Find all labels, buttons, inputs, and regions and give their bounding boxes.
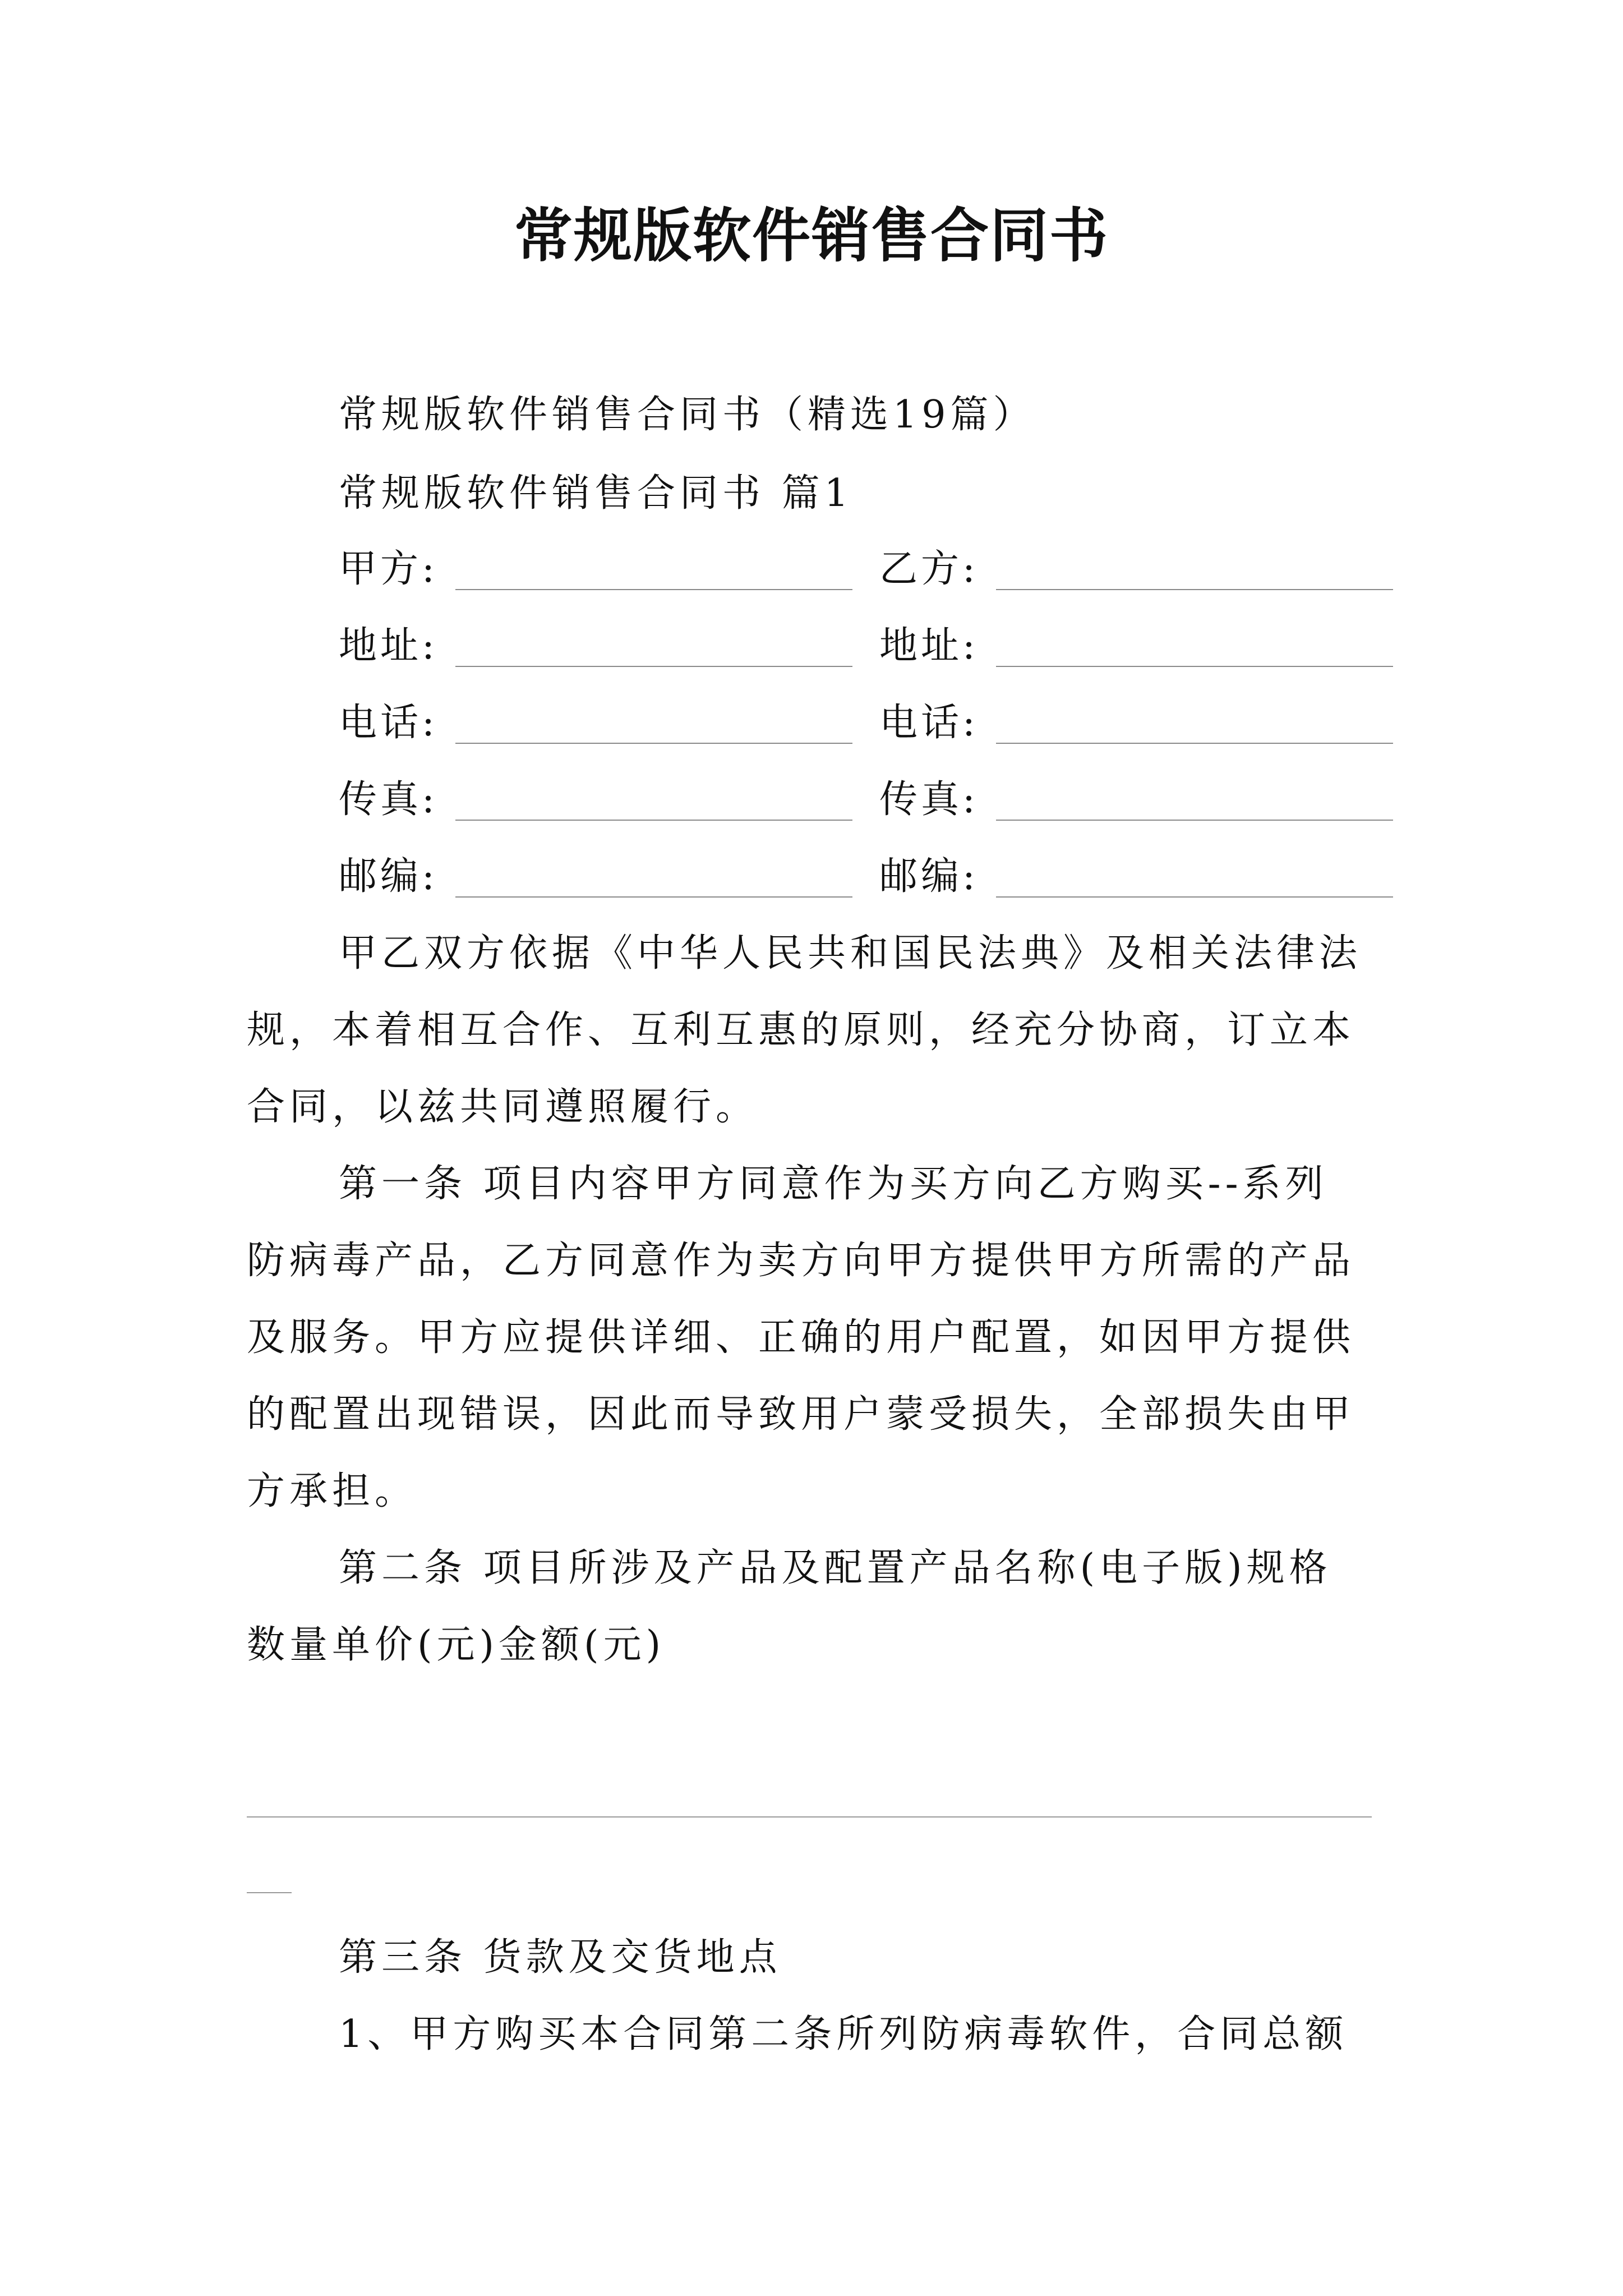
intro-line-3: 合同，以兹共同遵照履行。: [247, 1085, 759, 1129]
article-2-line-1: 第二条 项目所涉及产品及配置产品名称(电子版)规格: [339, 1546, 1332, 1590]
fax-b-blank: [996, 820, 1393, 821]
party-b-label: 乙方:: [879, 547, 979, 591]
intro-line-2: 规，本着相互合作、互利互惠的原则，经充分协商，订立本: [247, 1008, 1355, 1052]
phone-b-blank: [996, 743, 1393, 744]
postcode-b-label: 邮编:: [879, 854, 979, 899]
phone-a-blank: [455, 743, 852, 744]
document-title: 常规版软件销售合同书: [514, 201, 1109, 270]
address-a-label: 地址:: [339, 624, 438, 668]
separator-tail: [247, 1892, 292, 1893]
postcode-a-blank: [455, 896, 852, 898]
article-3-item-1: 1、甲方购买本合同第二条所列防病毒软件，合同总额: [339, 2012, 1348, 2056]
section-heading: 常规版软件销售合同书 篇1: [339, 471, 853, 516]
article-1-line-1: 第一条 项目内容甲方同意作为买方向乙方购买--系列: [339, 1162, 1328, 1206]
intro-line-1: 甲乙双方依据《中华人民共和国民法典》及相关法律法: [339, 931, 1362, 976]
fax-a-blank: [455, 820, 852, 821]
document-subtitle: 常规版软件销售合同书（精选19篇）: [339, 393, 1036, 437]
fax-b-label: 传真:: [879, 777, 979, 822]
separator-line: [247, 1816, 1372, 1818]
phone-b-label: 电话:: [879, 701, 979, 745]
address-a-blank: [455, 666, 852, 667]
article-1-line-4: 的配置出现错误，因此而导致用户蒙受损失，全部损失由甲: [247, 1392, 1355, 1437]
fax-a-label: 传真:: [339, 777, 438, 822]
party-b-blank: [996, 589, 1393, 590]
article-2-line-2: 数量单价(元)金额(元): [247, 1623, 666, 1667]
article-1-line-2: 防病毒产品，乙方同意作为卖方向甲方提供甲方所需的产品: [247, 1239, 1355, 1283]
article-1-line-5: 方承担。: [247, 1469, 418, 1513]
address-b-blank: [996, 666, 1393, 667]
address-b-label: 地址:: [879, 624, 979, 668]
party-a-label: 甲方:: [339, 547, 438, 591]
party-a-blank: [455, 589, 852, 590]
postcode-b-blank: [996, 896, 1393, 898]
article-3-heading: 第三条 货款及交货地点: [339, 1935, 782, 1980]
article-1-line-3: 及服务。甲方应提供详细、正确的用户配置，如因甲方提供: [247, 1315, 1355, 1360]
postcode-a-label: 邮编:: [339, 854, 438, 899]
phone-a-label: 电话:: [339, 701, 438, 745]
